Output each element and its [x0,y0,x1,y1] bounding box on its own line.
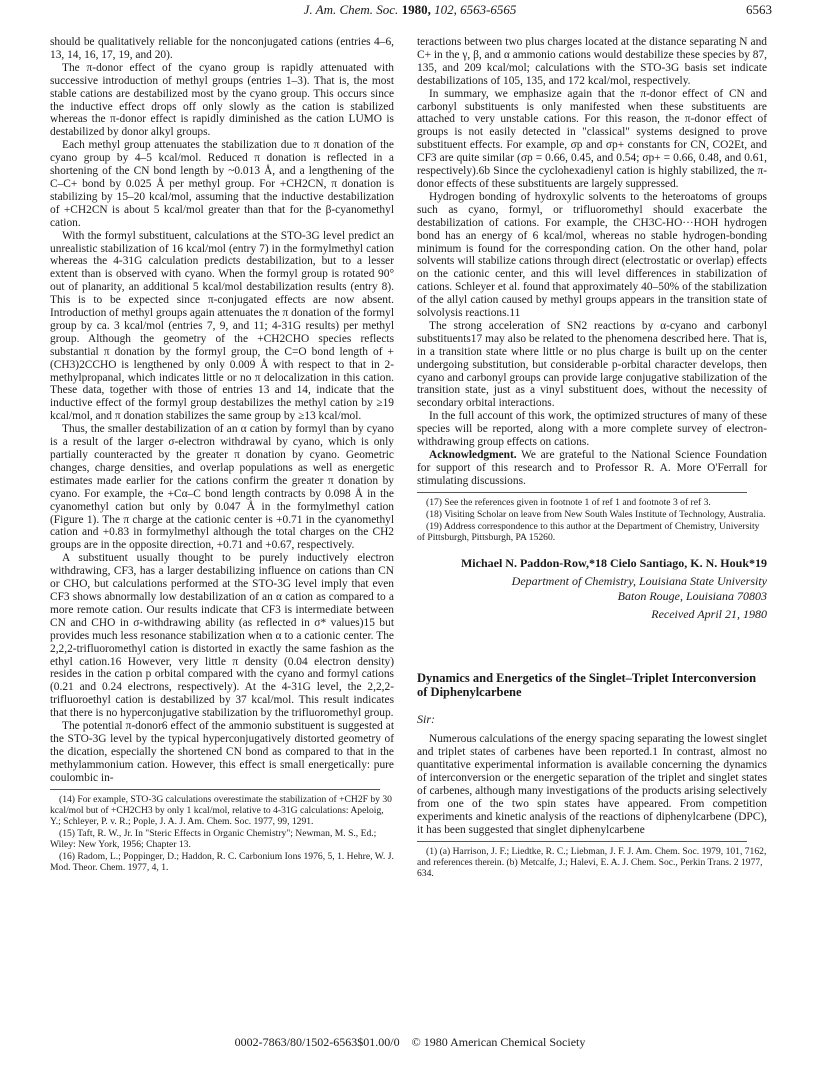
footnote-18: (18) Visiting Scholar on leave from New South Wales Institute of Technology, Australia. [426,508,766,520]
page-number: 6563 [746,2,772,17]
right-paragraph-2: In summary, we emphasize again that the π-donor effect of CN and carbonyl substituents is only manifested when these substituents are attached to very unstable cations. For this reason, the π-donor effect of groups is not easily detected in "classical" systems designed to prove substituent effects. For example, σp and σp+ constants for CN, CO2Et, and CF3 are quite similar (σp = 0.66, 0.45, and 0.54; σp+ = 0.66, 0.48, and 0.61, respectively).6b Since the cyclohexadienyl cation is highly stabilized, the π-donor effects of these substituents are largely suppressed. [417,87,767,190]
left-column [50,36,394,874]
left-paragraph-4: With the formyl substituent, calculations at the STO-3G level predict an unrealistic stabilization of 16 kcal/mol (entry 7) in the formylmethyl cation whereas the 4-31G calculation predicts destabilization, but to a lesser extent than is observed with cyano. When the formyl group is rotated 90° out of planarity, an additional 5 kcal/mol destabilization results (entry 8). This is to be expected since π-conjugated effects are now absent. Introduction of methyl groups again attenuates the π donation of the formyl group by ca. 3 kcal/mol (entries 7, 9, and 11; 4-31G results) per methyl group. Although the geometry of the +CH2CHO species reflects substantial π donation by the formyl group, the C=O bond length of +(CH3)2CCHO is lengthened by only 0.009 Å with respect to that in 2-methylpropanal, which indicates little or no π delocalization in this cation. These data, together with those of entries 13 and 14, indicate that the inductive effect of the formyl group destabilizes the methyl cation by ≥19 kcal/mol, and π donation stabilizes the same group by ≥13 kcal/mol. [50,229,394,423]
right-paragraph-4: The strong acceleration of SN2 reactions by α-cyano and carbonyl substituents17 may also be related to the phenomena described here. That is, in a transition state where little or no plus charge is built up on the center undergoing substitution, but considerable p-orbital character develops, then cyano and carbonyl groups can provide large conjugative stabilization of the transition state, just as a vinyl substituent does, without the necessity of secondary orbital interactions. [417,319,767,410]
left-paragraph-5: Thus, the smaller destabilization of an α cation by formyl than by cyano is a result of the larger σ-electron withdrawal by cyano, which is only partially counteracted by the greater π donation by cyano. Geometric changes, charge densities, and overlap populations as well as energetic estimates made earlier for the cations confirm the greater π donation by cyano. For example, the +Cα–C bond length contracts by 0.098 Å in the cyanomethyl cation but only by 0.047 Å in the formylmethyl cation (Figure 1). The π charge at the cationic center is +0.71 in the cyanomethyl cation and +0.83 in formylmethyl although the total charges on the CH2 groups are in the opposite direction, +0.71 and +0.67, respectively. [50,423,394,552]
journal-citation [0,2,820,18]
footnote-1: (1) (a) Harrison, J. F.; Liedtke, R. C.; Liebman, J. F. J. Am. Chem. Soc. 1979, 101, 7162, and references therein. (b) Metcalfe, J.; Halevi, E. A. J. Chem. Soc., Perkin Trans. 2 1977, 634. [417,845,767,879]
article-title: Dynamics and Energetics of the Singlet–Triplet Interconversion of Diphenylcarbene [417,670,757,699]
right-paragraph-1: teractions between two plus charges located at the distance separating N and C+ in the γ, β, and α ammonio cations would destabilize these species by 87, 135, and 209 kcal/mol; calculations with the STO-3G basis set indicate destabilizations of 105, 135, and 172 kcal/mol, respectively. [417,36,768,87]
footnote-divider [50,789,380,790]
journal-year: 1980, [401,2,431,17]
article-2-paragraph: Numerous calculations of the energy spacing separating the lowest singlet and triplet states of carbenes have been reported.1 In contrast, almost no quantitative experimental information is available concerning the dynamics of interconversion or the energetic separation of the triplet and singlet states of carbenes, although many investigations of the products arising selectively from one of the two spin states have appeared. From competition experiments and kinetic analysis of the reactions of diphenylcarbene (DPC), it has been suggested that singlet diphenylcarbene [417,733,767,836]
right-footnotes [417,497,767,543]
footer-copyright: © 1980 American Chemical Society [411,1035,586,1049]
right-paragraph-5: In the full account of this work, the optimized structures of many of these species will be reported, along with a more complete survey of electron-withdrawing group effects on cations. [417,410,767,449]
received-date: Received April 21, 1980 [651,606,767,621]
affiliation-line-1: Department of Chemistry, Louisiana State University [511,573,767,588]
article-2-footnotes [417,846,767,879]
journal-name: J. Am. Chem. Soc. [303,2,399,17]
page-footer [0,1035,820,1050]
footnote-15: (15) Taft, R. W., Jr. In "Steric Effects in Organic Chemistry"; Newman, M. S., Ed.; Wiley: New York, 1956; Chapter 13. [50,827,377,850]
acknowledgment [417,449,767,488]
affiliation [417,574,767,604]
running-header [0,0,820,24]
left-paragraph-2: The π-donor effect of the cyano group is rapidly attenuated with successive introduction of methyl groups (entries 1–3). That is, the most stable cations are destabilized most by the cyano group. This occurs since the inductive effect drops off only slowly as the cation is stabilized whereas the π-donor effect is rapidly diminished as the cation LUMO is destabilized by donor alkyl groups. [50,61,394,139]
left-paragraph-6: A substituent usually thought to be purely inductively electron withdrawing, CF3, has a larger destabilizing influence on cations than CN or CHO, but calculations performed at the STO-3G level imply that even CF3 shows abnormally low destabilization of an α cation as compared to a more remote cation. Our results indicate that CF3 is intermediate between CN and CHO in σ-withdrawing ability (as reflected in σ* values)15 but provides much less resonance stabilization when α to a cationic center. The 2,2,2-trifluoromethyl cation is distorted in exactly the same fashion as the ethyl cation.16 However, very little π density (0.04 electron density) resides in the cation p orbital compared with the cyano and formyl cations (0.21 and 0.24 electrons, respectively). At the 4-31G level, the 2,2,2-trifluoroethyl cation is destabilized by 37 kcal/mol. This result indicates that there is no hyperconjugative stabilization by the trifluoromethyl group. [50,552,394,720]
footer-code: 0002-7863/80/1502-6563$01.00/0 [234,1035,400,1049]
left-footnotes [50,794,394,873]
right-paragraph-3: Hydrogen bonding of hydroxylic solvents to the heteroatoms of groups such as cyano, formyl, or trifluoromethyl should exacerbate the destabilization of cations. For example, the CH3C-HO···HOH hydrogen bond has an energy of 6 kcal/mol, whereas no stable hydrogen-bonding minimum is found for the corresponding cation. On the other hand, polar solvents will stabilize cations through direct (electrostatic or overlap) effects on the cationic center, and this will level differences in stabilization of cations. Schleyer et al. found that approximately 40–50% of the stabilization of the allyl cation caused by methyl groups appears in the transition state of solvolysis reactions.11 [417,190,767,320]
authors: Michael N. Paddon-Row,*18 Cielo Santiago, K. N. Houk*19 [460,555,767,570]
journal-volume: 102, [434,2,457,17]
journal-pages: 6563-6565 [460,2,517,17]
footnote-17: (17) See the references given in footnote 1 of ref 1 and footnote 3 of ref 3. [426,496,711,508]
footnote-19: (19) Address correspondence to this author at the Department of Chemistry, University of Pittsburgh, Pittsburgh, PA 15260. [417,520,760,543]
salutation: Sir: [417,711,435,726]
right-column [417,36,767,880]
acknowledgment-text: We are grateful to the National Science Foundation for support of this research and to Professor R. A. More O'Ferrall for stimulating discussions. [417,449,767,487]
affiliation-line-2: Baton Rouge, Louisiana 70803 [617,588,767,603]
left-paragraph-1: should be qualitatively reliable for the nonconjugated cations (entries 4–6, 13, 14, 16, 17, 19, and 20). [50,36,394,61]
left-paragraph-3: Each methyl group attenuates the stabilization due to π donation of the cyano group by 4–5 kcal/mol. Reduced π donation is reflected in a shortening of the CN bond length by ~0.013 Å, and a lengthening of the C–C+ bond by 0.025 Å per methyl group. For +CH2CN, π donation is stabilizing by 15–20 kcal/mol, assuming that the inductive destabilization of +CH2CN is about 5 kcal/mol greater than that for the β-cyanomethyl cation. [50,139,394,229]
acknowledgment-label: Acknowledgment. [429,449,517,461]
footnote-14: (14) For example, STO-3G calculations overestimate the stabilization of +CH2F by 30 kcal/mol but of +CH2CH3 by only 1 kcal/mol, relative to 4-31G calculations: Apeloig, Y.; Schleyer, P. v. R.; Pople, J. A. J. Am. Chem. Soc. 1977, 99, 1291. [50,793,392,827]
left-paragraph-7: The potential π-donor6 effect of the ammonio substituent is suggested at the STO-3G level by the typical hyperconjugatively distorted geometry of the dication, especially the shortened CN bond as compared to that in the methylammonium cation. However, this effect is small energetically: pure coulombic in- [50,720,394,784]
footnote-divider [417,841,747,842]
footnote-divider [417,492,747,493]
footnote-16: (16) Radom, L.; Poppinger, D.; Haddon, R. C. Carbonium Ions 1976, 5, 1. Hehre, W. J. Mod. Theor. Chem. 1977, 4, 1. [50,850,394,873]
